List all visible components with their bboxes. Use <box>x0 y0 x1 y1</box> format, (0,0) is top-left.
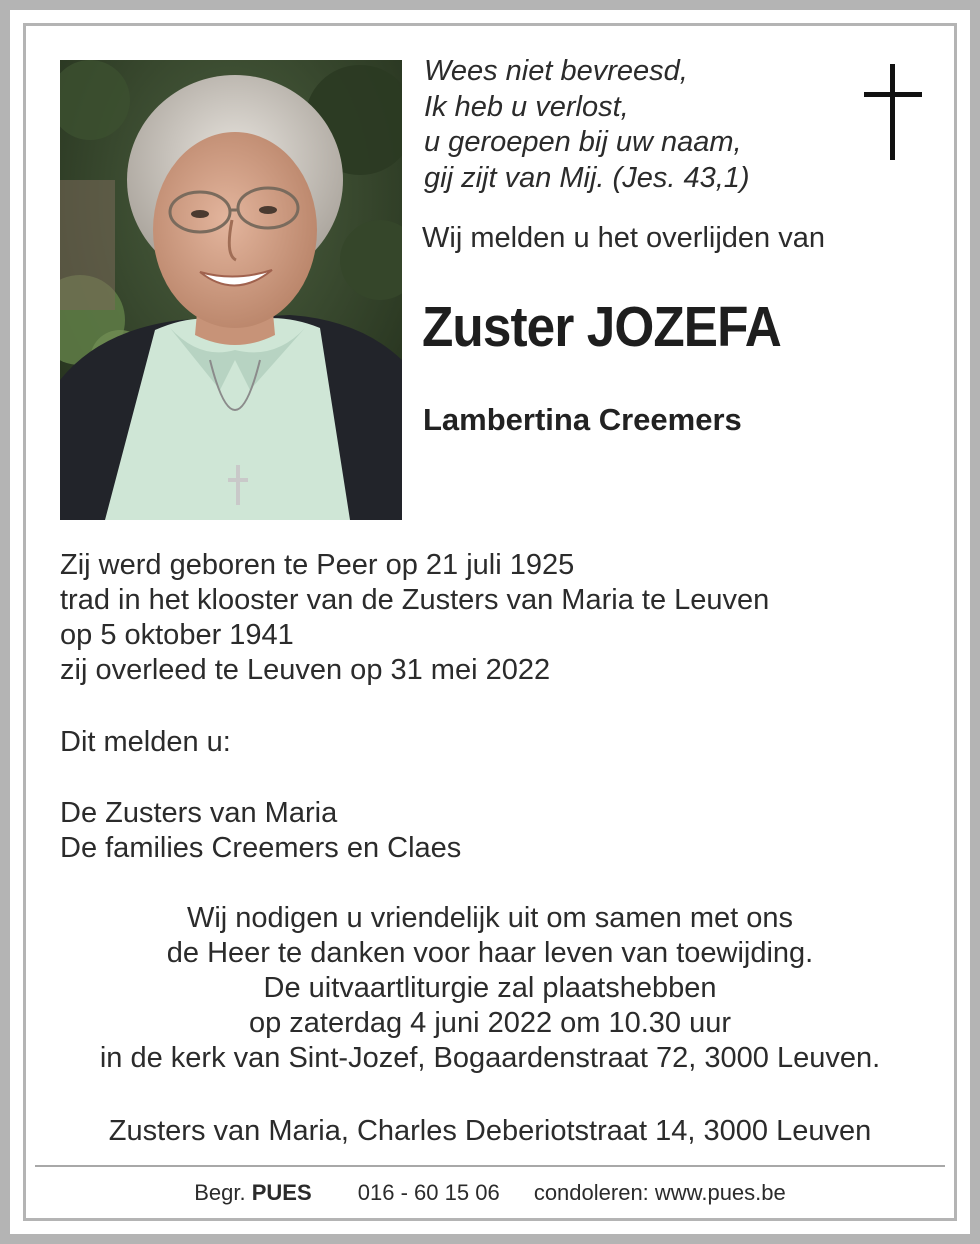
footer <box>10 1180 970 1206</box>
verse-line: Wees niet bevreesd, <box>424 55 688 87</box>
invitation-line: op zaterdag 4 juni 2022 om 10.30 uur <box>248 1007 732 1039</box>
invitation-line: De uitvaartliturgie zal plaatshebben <box>263 972 717 1004</box>
life-details <box>60 548 769 688</box>
verse-line: u geroepen bij uw naam, <box>424 126 742 158</box>
undertaker-phone: 016 - 60 15 06 <box>357 1180 500 1205</box>
undertaker-name: PUES <box>251 1180 312 1205</box>
signer-line: De families Creemers en Claes <box>60 832 462 864</box>
invitation-line: Wij nodigen u vriendelijk uit om samen met ons <box>186 902 794 934</box>
undertaker-prefix: Begr. <box>194 1180 246 1205</box>
signer-line: De Zusters van Maria <box>60 797 338 829</box>
latin-cross-icon <box>864 64 922 160</box>
invitation-line: in de kerk van Sint-Jozef, Bogaardenstraat 72, 3000 Leuven. <box>99 1042 881 1074</box>
life-line: trad in het klooster van de Zusters van Maria te Leuven <box>60 584 770 616</box>
footer-divider <box>35 1165 945 1167</box>
life-line: op 5 oktober 1941 <box>60 619 294 651</box>
funeral-invitation <box>50 901 930 1076</box>
bible-verse <box>424 54 844 196</box>
signers <box>60 796 461 866</box>
portrait-photo <box>60 60 402 520</box>
verse-line: gij zijt van Mij. (Jes. 43,1) <box>424 161 750 194</box>
announcement-text: Dit melden u: <box>60 726 231 758</box>
deceased-civil-name: Lambertina Creemers <box>423 402 742 437</box>
verse-line: Ik heb u verlost, <box>424 90 629 123</box>
invitation-line: de Heer te danken voor haar leven van toewijding. <box>166 937 814 969</box>
memorial-card <box>10 10 970 1234</box>
intro-text: Wij melden u het overlijden van <box>422 222 825 254</box>
condolences-link[interactable]: condoleren: www.pues.be <box>533 1180 786 1205</box>
correspondence-address: Zusters van Maria, Charles Deberiotstraat 14, 3000 Leuven <box>108 1115 872 1147</box>
life-line: Zij werd geboren te Peer op 21 juli 1925 <box>60 549 575 581</box>
deceased-religious-name: Zuster JOZEFA <box>422 295 781 359</box>
life-line: zij overleed te Leuven op 31 mei 2022 <box>60 654 551 686</box>
